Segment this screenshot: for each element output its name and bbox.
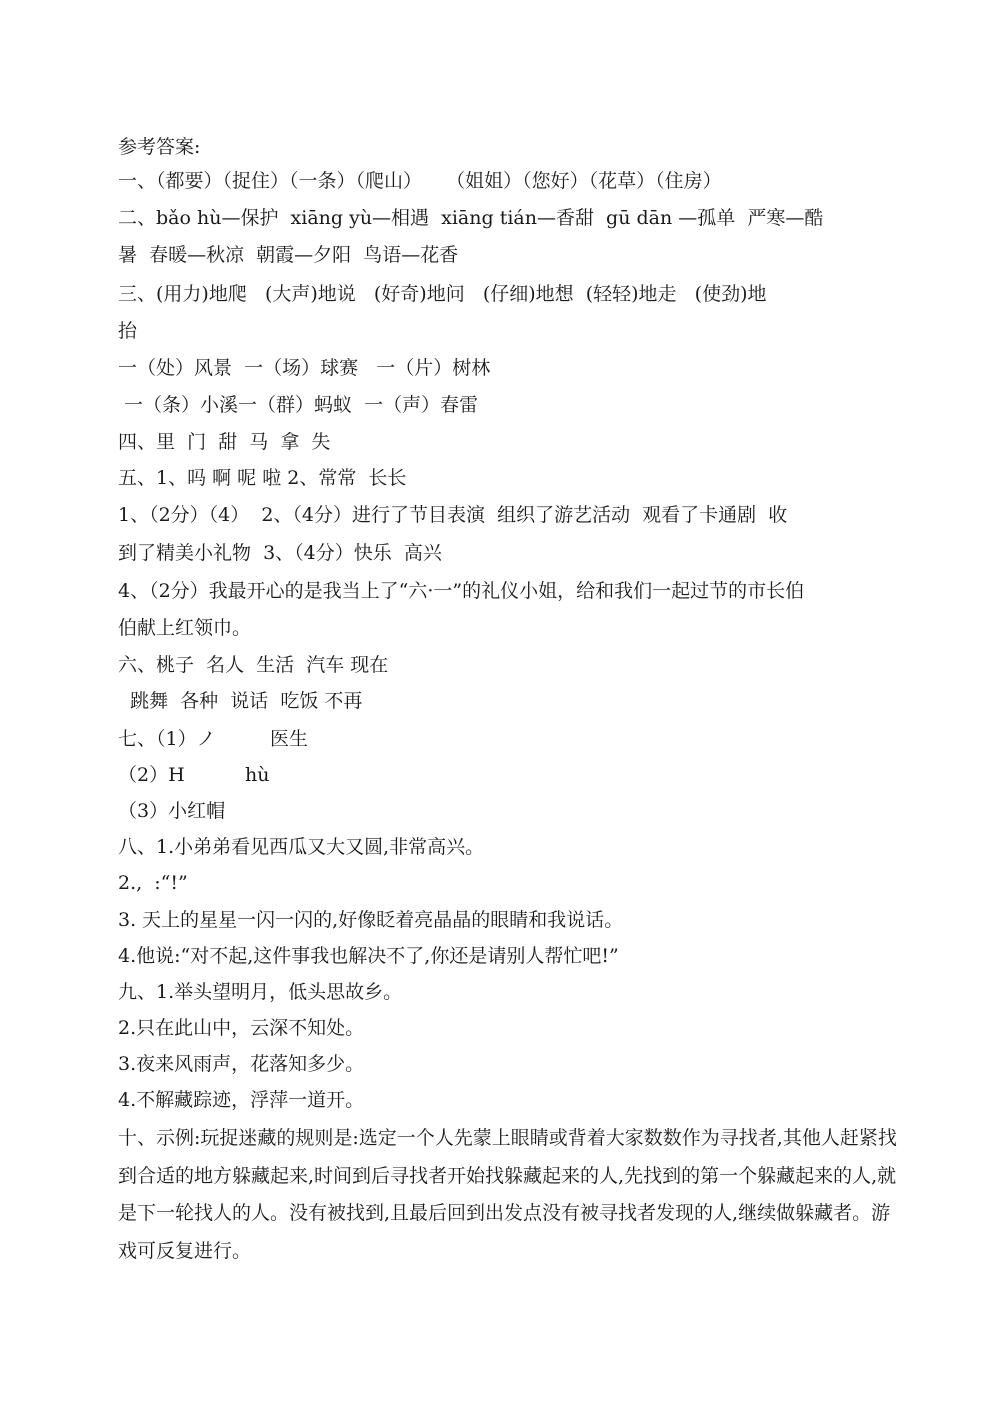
answer-line: 一、（都要）（捉住）（一条）（爬山） （姐姐）（您好）（花草）（住房） — [118, 170, 722, 192]
answer-line: 3. 天上的星星一闪一闪的,好像眨着亮晶晶的眼睛和我说话。 — [118, 909, 624, 931]
answer-line: 3.夜来风雨声，花落知多少。 — [118, 1053, 365, 1075]
answer-line: 抬 — [118, 320, 138, 342]
answer-line: 九、1.举头望明月，低头思故乡。 — [118, 981, 403, 1003]
answer-line: 4.他说:“对不起,这件事我也解决不了,你还是请别人帮忙吧!” — [118, 945, 619, 967]
answer-line: 三、(用力)地爬 (大声)地说 (好奇)地问 (仔细)地想 (轻轻)地走 (使劲)地 — [118, 283, 767, 305]
answer-line: 一（条）小溪一（群）蚂蚁 一（声）春雷 — [118, 394, 479, 416]
answer-line: 4、（2分）我最开心的是我当上了“六·一”的礼仪小姐，给和我们一起过节的市长伯 — [118, 580, 805, 602]
answer-line: 2., :“!” — [118, 872, 188, 894]
answer-line: 七、（1）ノ 医生 — [118, 728, 308, 750]
answer-line: 四、里 门 甜 马 拿 失 — [118, 431, 331, 453]
answer-line: 二、bǎo hù—保护 xiāng yù—相遇 xiāng tián—香甜 gū dān —孤单 严寒—酷 — [118, 207, 824, 229]
answer-paragraph-ten: 十、示例:玩捉迷藏的规则是:选定一个人先蒙上眼睛或背着大家数数作为寻找者,其他人赶紧找到合适的地方躲藏起来,时间到后寻找者开始找躲藏起来的人,先找到的第一个躲藏起来的人,就是下一轮找人的人。没有被找到,且最后回到出发点没有被寻找者发现的人,继续做躲藏者。游戏可反复进行。 — [118, 1127, 897, 1262]
answer-line: 伯献上红领巾。 — [118, 617, 252, 639]
answer-line: （2）H hù — [118, 764, 270, 786]
answer-line: 到了精美小礼物 3、（4分）快乐 高兴 — [118, 542, 442, 564]
answer-line: （3）小红帽 — [118, 800, 226, 822]
answer-line: 八、1.小弟弟看见西瓜又大又圆,非常高兴。 — [118, 836, 485, 858]
answer-line: 跳舞 各种 说话 吃饭 不再 — [118, 690, 363, 712]
answer-line: 五、1、吗 啊 呢 啦 2、常常 长长 — [118, 467, 407, 489]
answer-line: 一（处）风景 一（场）球赛 一（片）树林 — [118, 357, 491, 379]
answer-line: 暑 春暖—秋凉 朝霞—夕阳 鸟语—花香 — [118, 244, 459, 266]
answer-line: 2.只在此山中，云深不知处。 — [118, 1017, 365, 1039]
answer-line: 1、（2分）（4） 2、（4分）进行了节目表演 组织了游艺活动 观看了卡通剧 收 — [118, 504, 788, 526]
answer-title: 参考答案: — [118, 136, 201, 158]
answer-line: 4.不解藏踪迹，浮萍一道开。 — [118, 1089, 365, 1111]
answer-line: 六、桃子 名人 生活 汽车 现在 — [118, 654, 389, 676]
